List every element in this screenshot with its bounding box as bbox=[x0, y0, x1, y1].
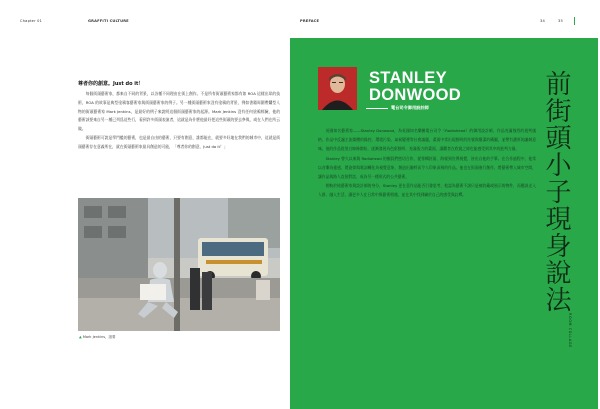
caption-text: Mark Jenkins，諸要 bbox=[82, 335, 116, 339]
portrait-illustration bbox=[318, 67, 357, 110]
left-paragraph: 每個街頭藝術家，都來自不同的背景，以各種不同理由在街上創作。不是所有街頭藝術家都有如 ROA 這樣出眾的技術，ROA 的故事是典型塗鴉客藝術家與街頭藝術家的例子。另一種街頭藝術家沒有塗鴉的背景，例如書籍周圍帶爛型人物的街頭藝術家 Mark Jenkins，是最好的例子來說明這個街頭藝術家的起源。Mark Jenkins 沒有任何塗鴉經驗，他的藝術該要來自另一種已列爲這些行，看到許多街頭表演者，這就是為什麼他最好把這些街頭的要去參與，或在人們在所云做。 bbox=[78, 91, 280, 132]
right-running-title: PREFACE bbox=[300, 19, 320, 23]
caption-marker-icon: ▲ bbox=[79, 335, 82, 339]
subtitle-rule bbox=[366, 108, 388, 109]
artist-portrait bbox=[318, 67, 357, 110]
artist-name-first: STANLEY bbox=[369, 69, 447, 87]
vertical-side-label: ROOM COLLAGE bbox=[568, 313, 572, 348]
vertical-title: 前街頭小子現身說法 bbox=[541, 70, 571, 313]
right-paragraph: Stanley 曾久以來與 Radiohead 的團員們密切合作，從專輯封面、海報到宣傳視覺，皆出自他的手筆。在合作過程中，他常以音樂為靈感，將旋律與歌詞轉化為視覺意象，創造出獨特而令人印象深刻的作品。他也在街頭進行創作，將藝術帶入城市空間，讓作品與路人直接對話，成為另一種形式的公共藝術。 bbox=[318, 155, 536, 180]
right-paragraph: 英國知名藝術家——Stanley Donwood，為英國知名樂團電台司令（Radiohead）的御用設計師，作品充滿強烈的批判風格，作品中反諷主流媒體的操控、環境污染、氣候變遷等社會議題，畫面中常出現鮮明的符號與簡潔的構圖，並帶有濃厚的諷刺意味。他的作品從黑白線條開始，逐漸發展為色彩鮮明、充滿張力的畫面，讓觀者在欣賞之餘也能感受到其中的批判力量。 bbox=[318, 128, 536, 152]
page-number-right: 35 bbox=[558, 19, 563, 23]
artist-subtitle bbox=[366, 105, 429, 111]
left-paragraph: 街頭藝術可說是學門檻的藝術，也是最自由的藝術，只要有創意，誰都能在，就要多好地在我們的城市中，這就是街頭藝術存在意義所在，就在街頭藝術家最具創造的可能，「尊者你的創意，Just do it！」 bbox=[78, 134, 280, 149]
section-heading: 尊者你的創意。Just do it！ bbox=[78, 81, 144, 87]
left-body-text bbox=[78, 90, 280, 152]
chapter-label: Chapter 01 bbox=[20, 19, 43, 23]
street-scene-illustration bbox=[78, 198, 280, 331]
right-body-text bbox=[318, 126, 536, 200]
subtitle-text: 電台司令御用設計師 bbox=[391, 105, 429, 110]
street-art-photo bbox=[78, 198, 280, 331]
photo-caption bbox=[79, 335, 116, 340]
right-paragraph: 相較於純藝術家與設計師的身分，Stanley 更在意作品能否引發思考，他認為藝術不該只是被收藏或展示的物件，而應該走入人群、融入生活，讓更多人在日常中與藝術相遇，並在其中找到屬於自己的感受與詮釋。 bbox=[318, 183, 536, 198]
page-marker-tick bbox=[574, 17, 575, 25]
artist-name-last: DONWOOD bbox=[369, 86, 461, 104]
left-running-title: GRAFFITI CULTURE bbox=[88, 19, 129, 23]
page-number-left: 34 bbox=[540, 19, 545, 23]
